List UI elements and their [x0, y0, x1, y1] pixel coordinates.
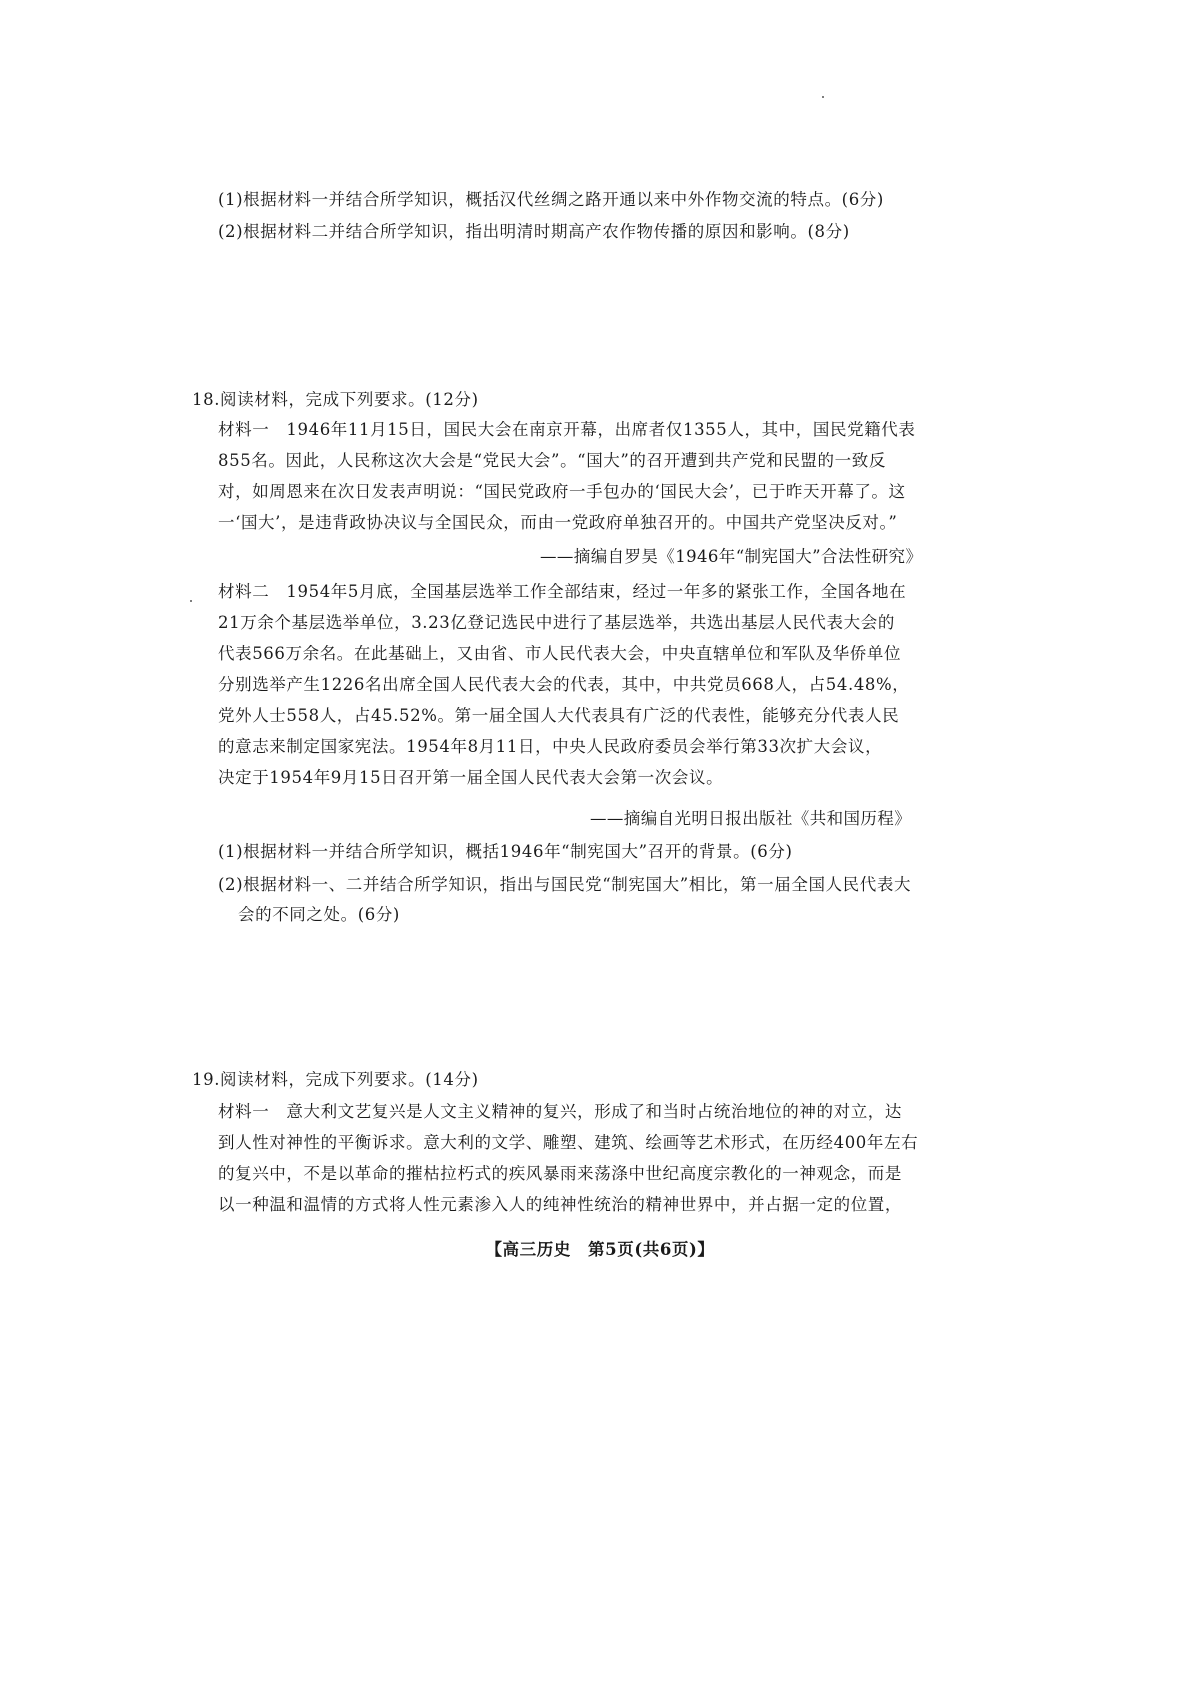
q19-material-1 [218, 1096, 918, 1220]
q18-material-1 [218, 414, 918, 538]
page-footer: 【高三历史 第5页(共6页)】 [485, 1240, 715, 1259]
q18-material-1-line: 材料一 1946年11月15日，国民大会在南京开幕，出席者仅1355人，其中，国民党籍代表 [218, 420, 916, 439]
scan-speck [822, 96, 824, 98]
scan-speck [190, 600, 192, 602]
q18-material-2-line: 材料二 1954年5月底，全国基层选举工作全部结束，经过一年多的紧张工作，全国各地在 [218, 582, 907, 601]
q18-material-2-line: 决定于1954年9月15日召开第一届全国人民代表大会第一次会议。 [218, 768, 724, 787]
q18-source-2: ——摘编自光明日报出版社《共和国历程》 [590, 809, 912, 828]
q18-material-2-line: 21万余个基层选举单位，3.23亿登记选民中进行了基层选举，共选出基层人民代表大会的 [218, 613, 895, 632]
prev-question-1: (1)根据材料一并结合所学知识，概括汉代丝绸之路开通以来中外作物交流的特点。(6分) [218, 190, 884, 209]
q18-heading: 18.阅读材料，完成下列要求。(12分) [192, 390, 479, 409]
q18-material-2 [218, 576, 918, 793]
q18-material-2-line: 分别选举产生1226名出席全国人民代表大会的代表，其中，中共党员668人，占54.48%， [218, 675, 910, 694]
q18-question-1: (1)根据材料一并结合所学知识，概括1946年“制宪国大”召开的背景。(6分) [218, 842, 793, 861]
q19-material-1-line: 以一种温和温情的方式将人性元素渗入人的纯神性统治的精神世界中，并占据一定的位置， [218, 1195, 902, 1214]
q19-material-1-line: 到人性对神性的平衡诉求。意大利的文学、雕塑、建筑、绘画等艺术形式，在历经400年左右 [218, 1133, 919, 1152]
q18-material-1-line: 855名。因此，人民称这次大会是“党民大会”。“国大”的召开遭到共产党和民盟的一致反 [218, 451, 886, 470]
q18-source-1: ——摘编自罗昊《1946年“制宪国大”合法性研究》 [540, 547, 923, 566]
q18-material-2-line: 的意志来制定国家宪法。1954年8月11日，中央人民政府委员会举行第33次扩大会议， [218, 737, 883, 756]
q18-material-1-line: 一‘国大’，是违背政协决议与全国民众，而由一党政府单独召开的。中国共产党坚决反对。” [218, 513, 898, 532]
q18-material-2-line: 党外人士558人，占45.52%。第一届全国人大代表具有广泛的代表性，能够充分代表人民 [218, 706, 900, 725]
q18-question-2-cont: 会的不同之处。(6分) [238, 905, 400, 924]
q18-material-1-line: 对，如周恩来在次日发表声明说：“国民党政府一手包办的‘国民大会’，已于昨天开幕了。这 [218, 482, 906, 501]
q19-material-1-line: 的复兴中，不是以革命的摧枯拉朽式的疾风暴雨来荡涤中世纪高度宗教化的一神观念，而是 [218, 1164, 902, 1183]
q18-material-2-line: 代表566万余名。在此基础上，又由省、市人民代表大会，中央直辖单位和军队及华侨单位 [218, 644, 902, 663]
q18-question-2: (2)根据材料一、二并结合所学知识，指出与国民党“制宪国大”相比，第一届全国人民代表大 [218, 875, 912, 894]
prev-question-2: (2)根据材料二并结合所学知识，指出明清时期高产农作物传播的原因和影响。(8分) [218, 222, 850, 241]
q19-heading: 19.阅读材料，完成下列要求。(14分) [192, 1070, 479, 1089]
q19-material-1-line: 材料一 意大利文艺复兴是人文主义精神的复兴，形成了和当时占统治地位的神的对立，达 [218, 1102, 902, 1121]
